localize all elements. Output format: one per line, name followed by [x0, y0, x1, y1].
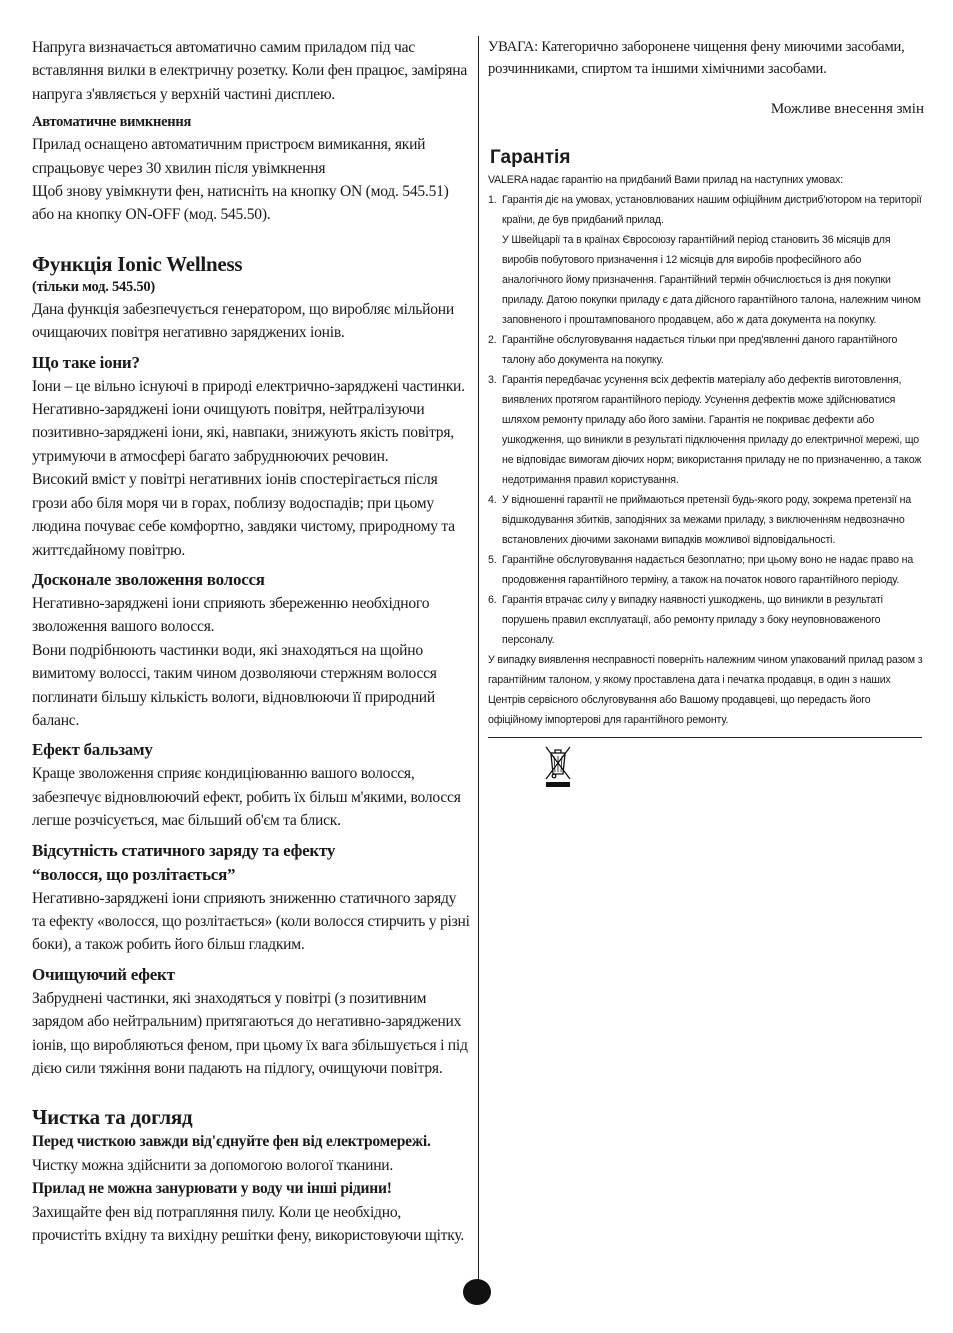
guarantee-item-text: Гарантійне обслуговування надається безоплатно; при цьому воно не надає право на продовження гарантійного терміну, а також на початок нового гарантійного періоду. — [502, 554, 914, 586]
guarantee-item-number: 3. — [488, 374, 497, 386]
right-column — [488, 36, 924, 730]
guarantee-item-text: Гарантія втрачає силу у випадку наявності ушкоджень, що виникли в результаті порушень правил експлуатації, або ремонту приладу з боку неуповноваженого персоналу. — [502, 594, 883, 646]
cleaning-notice: УВАГА: Категорично заборонене чищення фену миючими засобами, розчинниками, спиртом та іншими хімічними засобами. — [488, 39, 905, 77]
guarantee-item — [488, 590, 924, 650]
ionic-subheading: (тільки мод. 545.50) — [32, 278, 155, 295]
guarantee-item-text: У відношенні гарантії не приймаються претензії будь-якого роду, зокрема претензії на відшкодування збитків, заподіяних за межами приладу, з виключенням недвозначно встановлених діючими законами випадків можливої відповідальності. — [502, 494, 912, 546]
auto-off-paragraph-2: Щоб знову увімкнути фен, натисніть на кнопку ON (мод. 545.51) або на кнопку ON-OFF (мод. 545.50). — [32, 183, 449, 224]
guarantee-item — [488, 190, 924, 330]
ions-paragraph-1: Іони – це вільно існуючі в природі електрично-заряджені частинки. Негативно-заряджені іони очищують повітря, нейтралізуючи позитивно-заряджені іони, які, навпаки, знижують якість повітря, утримуючи в атмосфері багато забруднюючих речовин. — [32, 377, 465, 465]
guarantee-item-text: Гарантія передбачає усунення всіх дефектів матеріалу або дефектів виготовлення, виявлених протягом гарантійного періоду. Усунення дефектів може здійснюватися шляхом ремонту приладу або його заміни. Гарантія не покриває дефекти або ушкодження, що виникли в результаті підключення приладу до електричної мережі, що не відповідає вимогам діючих норм; використання приладу не по призначенню, а також недотримання правил користування. — [502, 374, 922, 486]
guarantee-body — [488, 170, 924, 730]
guarantee-item-text: Гарантійне обслуговування надається тільки при пред'явленні даного гарантійного талону або документа на покупку. — [502, 334, 898, 366]
care-paragraph-1: Чистку можна здійснити за допомогою вологої тканини. — [32, 1156, 394, 1174]
balm-heading: Ефект бальзаму — [32, 740, 153, 760]
care-warning-water: Прилад не можна занурювати у воду чи інші рідини! — [32, 1180, 392, 1198]
cleaning-effect-heading: Очищуючий ефект — [32, 964, 175, 984]
crossed-out-wheelie-bin-icon — [543, 744, 573, 788]
voltage-intro: Напруга визначається автоматично самим приладом під час вставляння вилки в електричну розетку. Коли фен працює, заміряна напруга з'являється у верхній частині дисплею. — [32, 39, 468, 103]
moisture-heading: Досконале зволоження волосся — [32, 569, 265, 589]
ionic-heading: Функція Ionic Wellness — [32, 251, 243, 276]
static-heading-line-1: Відсутність статичного заряду та ефекту — [32, 840, 336, 860]
guarantee-intro: VALERA надає гарантію на придбаний Вами прилад на наступних умовах: — [488, 174, 844, 186]
guarantee-item-number: 5. — [488, 554, 497, 566]
static-paragraph: Негативно-заряджені іони сприяють зниженню статичного заряду та ефекту «волосся, що розлітається» (коли волосся стирчить у різні боки), а також робить його більш гладким. — [32, 889, 470, 954]
column-divider — [478, 36, 479, 1284]
guarantee-heading: Гарантія — [490, 147, 571, 168]
auto-off-heading: Автоматичне вимкнення — [32, 114, 192, 131]
guarantee-item-number: 4. — [488, 494, 497, 506]
static-heading-line-2: “волосся, що розлітається” — [32, 864, 236, 884]
guarantee-item-number: 1. — [488, 194, 497, 206]
change-note: Можливе внесення змін — [770, 101, 924, 117]
moisture-paragraph-1: Негативно-заряджені іони сприяють збереженню необхідного зволоження вашого волосся. — [32, 594, 430, 636]
guarantee-item — [488, 330, 924, 370]
guarantee-outro: У випадку виявлення несправності поверніть належним чином упакований прилад разом з гарантійним талоном, у якому проставлена дата і печатка продавця, в один з наших Центрів сервісного обслуговування або Вашому продавцеві, що передасть його офіційному імпортерові для гарантійного ремонту. — [488, 654, 923, 726]
guarantee-item — [488, 370, 924, 490]
guarantee-item-subtext: У Швейцарії та в країнах Євросоюзу гарантійний період становить 36 місяців для виробів побутового призначення і 12 місяців для виробів професійного або аналогічного йому призначення. Гарантійний термін обчислюється із дня покупки приладу. Датою покупки приладу є дата дійсного гарантійного талона, належним чином заповненого і проштампованого продавцем, або ж дата документа на покупку. — [502, 234, 921, 326]
guarantee-item-number: 2. — [488, 334, 497, 346]
care-heading: Чистка та догляд — [32, 1105, 193, 1130]
cleaning-effect-paragraph: Забруднені частинки, які знаходяться у повітрі (з позитивним зарядом або нейтральним) притягаються до негативно-заряджених іонів, що виробляються феном, при цьому їх вага збільшується і під дією сили тяжіння вони падають на підлогу, очищуючи повітря. — [32, 989, 468, 1077]
moisture-paragraph-2: Вони подрібнюють частинки води, які знаходяться на щойно вимитому волоссі, таким чином дозволяючи стержням волосся поглинати більшу кількість вологи, відновлюючи її природний баланс. — [32, 641, 437, 729]
auto-off-paragraph-1: Прилад оснащено автоматичним пристроєм вимикання, який спрацьовує через 30 хвилин після увімкнення — [32, 136, 426, 177]
ions-paragraph-2: Високий вміст у повітрі негативних іонів спостерігається після грози або біля моря чи в горах, поблизу водоспадів; при цьому людина почуває себе комфортно, завдяки чистому, природному та життєдайному повітрю. — [32, 471, 455, 559]
section-divider — [488, 737, 922, 738]
page-marker-dot — [463, 1279, 491, 1305]
guarantee-item — [488, 550, 924, 590]
ionic-paragraph: Дана функція забезпечується генератором, що виробляє мільйони очищаючих повітря негативно заряджених іонів. — [32, 300, 454, 342]
guarantee-item-number: 6. — [488, 594, 497, 606]
left-column — [32, 36, 472, 1247]
balm-paragraph: Краще зволоження сприяє кондиціюванню вашого волосся, забезпечує відновлюючий ефект, робить їх більш м'якими, волосся легше розчісується, має більший об'єм та блиск. — [32, 765, 461, 830]
care-warning-unplug: Перед чисткою завжди від'єднуйте фен від електромережі. — [32, 1133, 431, 1151]
ions-heading: Що таке іони? — [32, 352, 140, 372]
care-paragraph-2: Захищайте фен від потрапляння пилу. Коли це необхідно, прочистіть вхідну та вихідну решітки фену, використовуючи щітку. — [32, 1203, 464, 1245]
guarantee-item — [488, 490, 924, 550]
guarantee-item-text: Гарантія діє на умовах, установлюваних нашим офіційним дистриб'ютором на території країни, де був придбаний прилад. — [502, 194, 922, 226]
guarantee-list — [488, 190, 924, 650]
